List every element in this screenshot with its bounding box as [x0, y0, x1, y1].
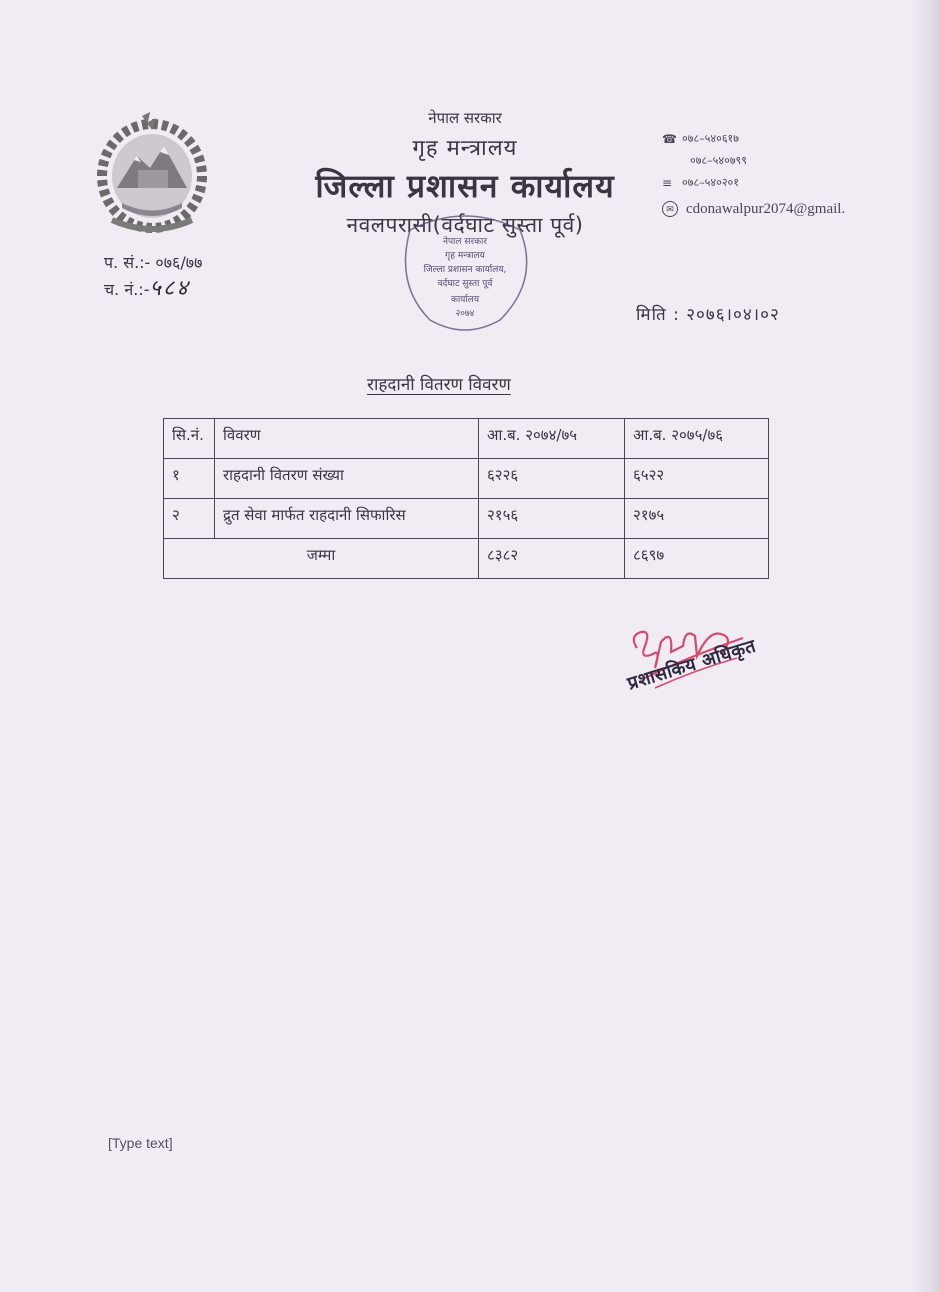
officer-designation: प्रशासकिय अधिकृत [625, 635, 759, 695]
office-name: जिल्ला प्रशासन कार्यालय [315, 167, 615, 205]
reference-block [104, 250, 202, 303]
total-cell: ८३८२ [479, 539, 625, 579]
office-address: नवलपरासी(वर्दघाट सुस्ता पूर्व) [346, 213, 584, 237]
column-header: आ.ब. २०७५/७६ [625, 419, 769, 459]
stamp-line: नेपाल सरकार [442, 237, 488, 247]
table-cell: २ [164, 499, 215, 539]
document-title: राहदानी वितरण विवरण [367, 375, 511, 395]
dispatch-number-label: च. नं.:- [104, 280, 150, 299]
nepal-emblem-icon [92, 108, 212, 238]
total-cell: ८६९७ [625, 539, 769, 579]
dispatch-number-value: ५८४ [149, 276, 190, 301]
table-header-row [164, 419, 769, 459]
fax-icon: ≡ [662, 176, 673, 190]
phone-icon: ☎ [662, 132, 677, 146]
table-cell: २१५६ [479, 499, 625, 539]
government-name: नेपाल सरकार [428, 109, 502, 127]
table-total-row [164, 539, 769, 579]
total-label: जम्मा [164, 539, 479, 579]
table-cell: २१७५ [625, 499, 769, 539]
stamp-line: कार्यालय [450, 295, 480, 305]
email-address: cdonawalpur2074@gmail. [686, 201, 846, 217]
column-header: विवरण [215, 419, 479, 459]
phone-number: ०७८–५४०७९९ [690, 154, 747, 167]
table-cell: १ [164, 459, 215, 499]
contact-block [662, 128, 845, 220]
email-icon: ✉ [662, 201, 678, 217]
stamp-line: गृह मन्त्रालय [445, 251, 485, 261]
column-header: आ.ब. २०७४/७५ [479, 419, 625, 459]
table-row [164, 499, 769, 539]
stamp-line: जिल्ला प्रशासन कार्यालय, [423, 265, 507, 275]
footer-placeholder: [Type text] [108, 1135, 173, 1151]
office-stamp [390, 210, 540, 340]
table-cell: राहदानी वितरण संख्या [215, 459, 479, 499]
ministry-name: गृह मन्त्रालय [412, 136, 518, 161]
stamp-line: वर्दघाट सुस्ता पूर्व [437, 279, 493, 289]
table-cell: ६२२६ [479, 459, 625, 499]
page-edge [910, 0, 940, 1292]
table-cell: ६५२२ [625, 459, 769, 499]
stamp-line: २०७४ [455, 309, 475, 319]
column-header: सि.नं. [164, 419, 215, 459]
fax-number: ०७८–५४०२०१ [682, 176, 739, 189]
phone-number: ०७८–५४०६१७ [682, 132, 739, 145]
letter-number-label: प. सं.:- [104, 253, 156, 272]
passport-distribution-table [163, 418, 769, 579]
letter-date: मिति : २०७६।०४।०२ [636, 305, 780, 325]
table-cell: द्रुत सेवा मार्फत राहदानी सिफारिस [215, 499, 479, 539]
letter-number-value: ०७६/७७ [155, 253, 203, 272]
table-row [164, 459, 769, 499]
